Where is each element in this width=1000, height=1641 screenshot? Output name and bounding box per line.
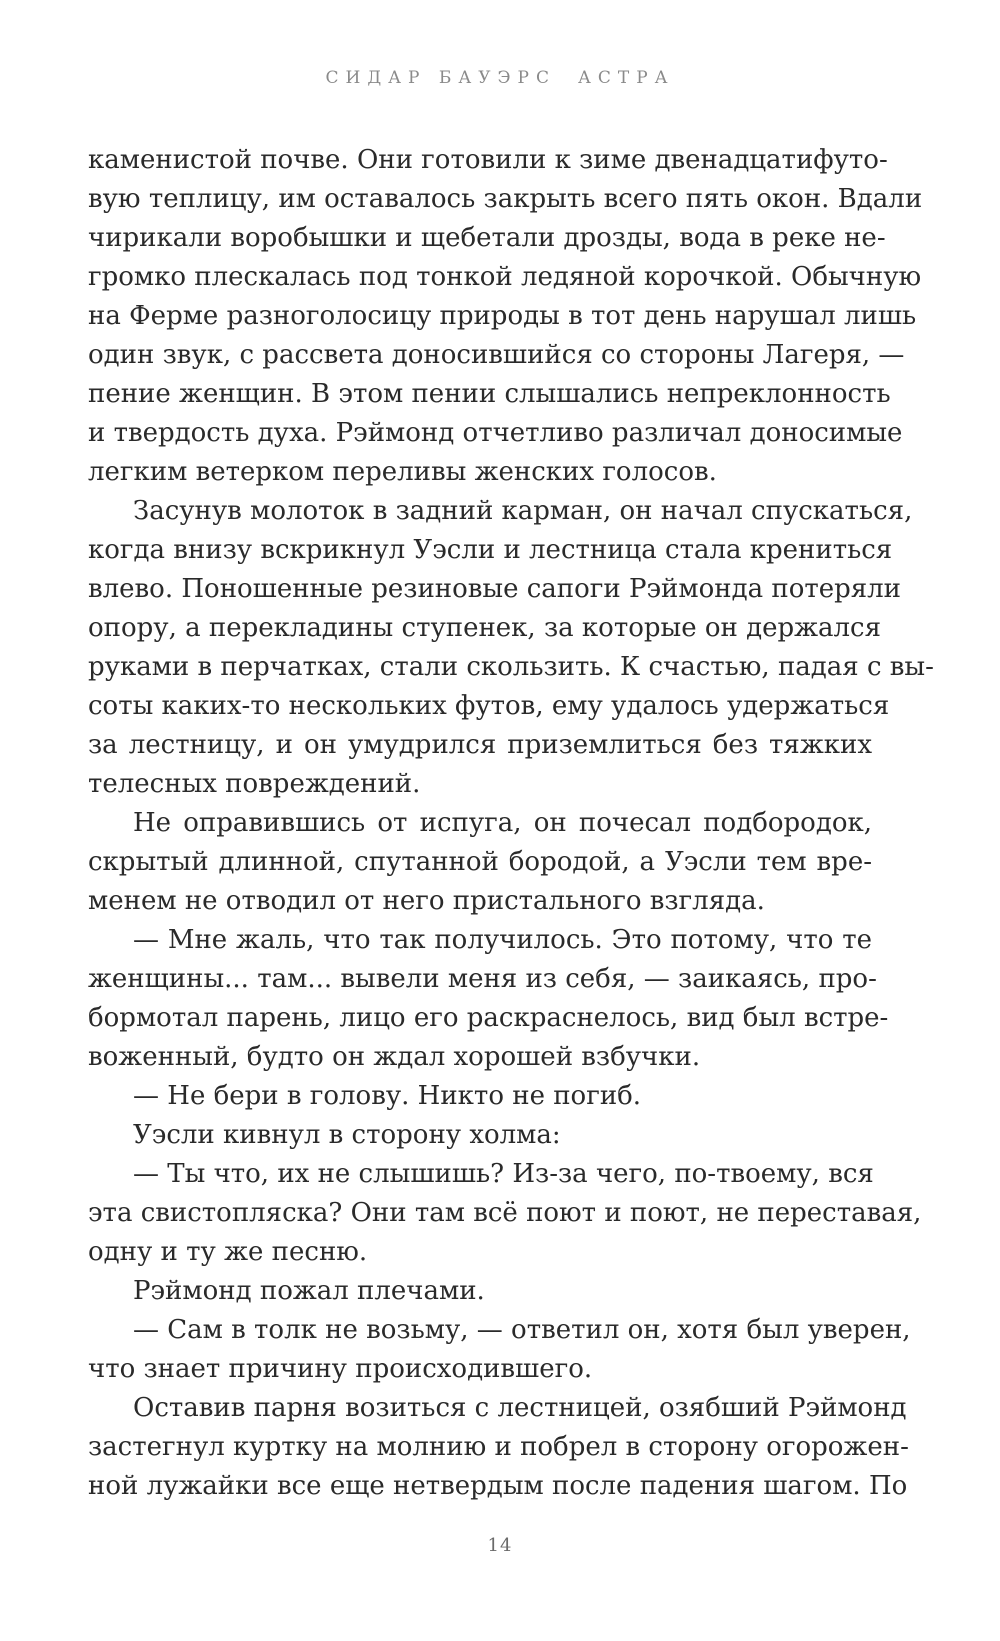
text-line: застегнул куртку на молнию и побрел в сторону огорожен- [88, 1432, 909, 1462]
text-line: Не оправившись от испуга, он почесал подбородок, [133, 808, 872, 838]
text-line: легким ветерком переливы женских голосов. [88, 457, 717, 487]
text-line: бормотал парень, лицо его раскраснелось, вид был встре- [88, 1003, 889, 1033]
text-line: каменистой почве. Они готовили к зиме двенадцатифуто- [88, 145, 888, 175]
text-line: ной лужайки все еще нетвердым после падения шагом. По [88, 1471, 908, 1501]
body-text [88, 141, 934, 1506]
text-line: менем не отводил от него пристального взгляда. [88, 886, 765, 916]
text-line: опору, а перекладины ступенек, за которые он держался [88, 613, 882, 643]
text-line: — Сам в толк не возьму, — ответил он, хотя был уверен, [133, 1315, 911, 1345]
text-line: один звук, с рассвета доносившийся со стороны Лагеря, — [88, 340, 905, 370]
text-line: Рэймонд пожал плечами. [133, 1276, 485, 1306]
text-line: чирикали воробышки и щебетали дрозды, вода в реке не- [88, 223, 886, 253]
text-line: за лестницу, и он умудрился приземлиться без тяжких [88, 730, 872, 760]
text-line: скрытый длинной, спутанной бородой, а Уэсли тем вре- [88, 847, 872, 877]
text-line: когда внизу вскрикнул Уэсли и лестница стала крениться [88, 535, 893, 565]
text-line: — Ты что, их не слышишь? Из-за чего, по-твоему, вся [133, 1159, 874, 1189]
text-line: громко плескалась под тонкой ледяной корочкой. Обычную [88, 262, 922, 292]
text-line: руками в перчатках, стали скользить. К счастью, падая с вы- [88, 652, 934, 682]
text-line: женщины... там... вывели меня из себя, — заикаясь, про- [88, 964, 877, 994]
text-line: одну и ту же песню. [88, 1237, 368, 1267]
text-line: вую теплицу, им оставалось закрыть всего пять окон. Вдали [88, 184, 923, 214]
text-line: телесных повреждений. [88, 769, 421, 799]
running-head-author: СИДАР БАУЭРС [325, 68, 556, 88]
text-line: на Ферме разноголосицу природы в тот день нарушал лишь [88, 301, 917, 331]
text-line: Засунув молоток в задний карман, он начал спускаться, [133, 496, 913, 526]
running-head-title: АСТРА [577, 68, 675, 88]
text-line: влево. Поношенные резиновые сапоги Рэймонда потеряли [88, 574, 902, 604]
page-number: 14 [487, 1535, 513, 1556]
text-line: Уэсли кивнул в сторону холма: [133, 1120, 561, 1150]
text-line: пение женщин. В этом пении слышались непреклонность [88, 379, 891, 409]
text-line: воженный, будто он ждал хорошей взбучки. [88, 1042, 701, 1072]
text-line: — Не бери в голову. Никто не погиб. [133, 1081, 642, 1111]
running-head [0, 68, 1000, 88]
text-line: Оставив парня возиться с лестницей, озябший Рэймонд [133, 1393, 907, 1423]
text-line: — Мне жаль, что так получилось. Это потому, что те [133, 925, 872, 955]
text-line: и твердость духа. Рэймонд отчетливо различал доносимые [88, 418, 903, 448]
text-line: эта свистопляска? Они там всё поют и поют, не переставая, [88, 1198, 922, 1228]
text-line: соты каких-то нескольких футов, ему удалось удержаться [88, 691, 890, 721]
text-line: что знает причину происходившего. [88, 1354, 593, 1384]
